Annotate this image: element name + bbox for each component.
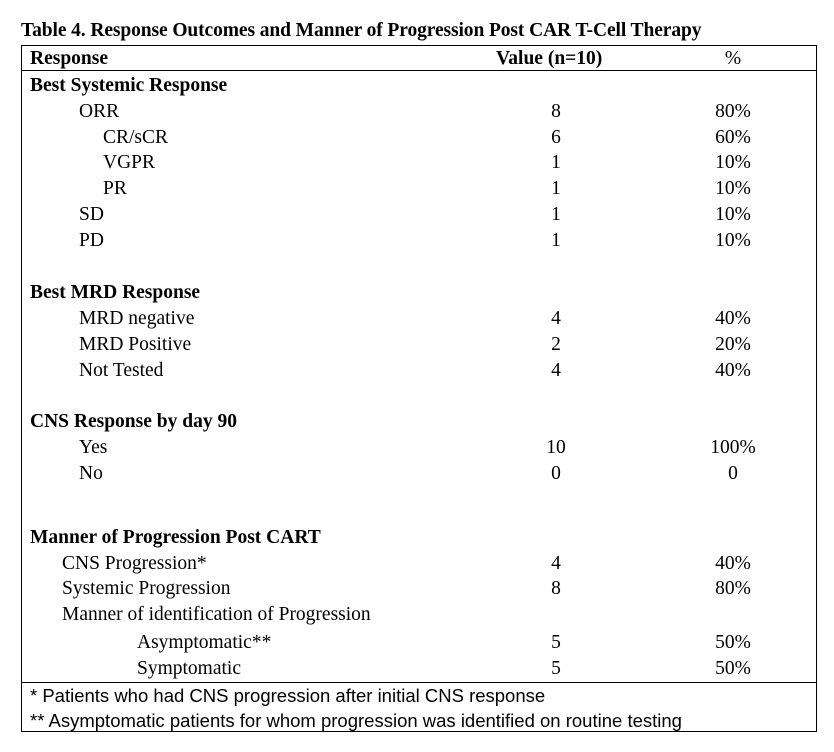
row-value: 4 xyxy=(551,360,561,381)
row-pct: 40% xyxy=(715,360,751,381)
row-value: 8 xyxy=(551,578,561,599)
footnote: * Patients who had CNS progression after initial CNS response xyxy=(30,685,546,706)
row-value: 1 xyxy=(551,178,561,199)
row-label: MRD negative xyxy=(79,308,195,329)
section-title-progression: Manner of Progression Post CART xyxy=(30,527,321,548)
row-pct: 0 xyxy=(728,463,738,484)
row-value: 0 xyxy=(551,463,561,484)
row-pct: 50% xyxy=(715,632,751,653)
row-value: 6 xyxy=(551,127,561,148)
row-pct: 10% xyxy=(715,204,751,225)
row-label: CR/sCR xyxy=(103,127,169,148)
results-table xyxy=(21,45,817,732)
row-label: CNS Progression* xyxy=(62,553,207,574)
row-pct: 40% xyxy=(715,553,751,574)
row-pct: 10% xyxy=(715,230,751,251)
row-pct: 10% xyxy=(715,178,751,199)
section-title-cns: CNS Response by day 90 xyxy=(30,411,237,432)
row-value: 2 xyxy=(551,334,561,355)
row-label: ORR xyxy=(79,101,120,122)
section-title-mrd: Best MRD Response xyxy=(30,282,201,303)
row-pct: 100% xyxy=(710,437,756,458)
table-caption: Table 4. Response Outcomes and Manner of Progression Post CAR T-Cell Therapy xyxy=(21,20,702,41)
row-value: 1 xyxy=(551,230,561,251)
row-label: SD xyxy=(79,204,104,225)
row-label: PR xyxy=(103,178,127,199)
section-title-systemic: Best Systemic Response xyxy=(30,75,228,96)
row-label: Systemic Progression xyxy=(62,578,231,599)
row-label: Asymptomatic** xyxy=(137,632,272,653)
row-label: VGPR xyxy=(103,152,156,173)
row-value: 1 xyxy=(551,204,561,225)
col-header-value: Value (n=10) xyxy=(496,48,603,69)
row-value: 4 xyxy=(551,553,561,574)
footnote: ** Asymptomatic patients for whom progression was identified on routine testing xyxy=(30,710,682,731)
row-label: Symptomatic xyxy=(137,658,241,679)
row-pct: 60% xyxy=(715,127,751,148)
row-label: Not Tested xyxy=(79,360,164,381)
row-pct: 40% xyxy=(715,308,751,329)
row-label: MRD Positive xyxy=(79,334,192,355)
row-pct: 20% xyxy=(715,334,751,355)
row-label: Manner of identification of Progression xyxy=(62,604,371,625)
row-label: No xyxy=(79,463,103,484)
row-value: 5 xyxy=(551,658,561,679)
row-label: PD xyxy=(79,230,104,251)
row-pct: 80% xyxy=(715,101,751,122)
col-header-response: Response xyxy=(30,48,109,69)
row-value: 8 xyxy=(551,101,561,122)
row-value: 5 xyxy=(551,632,561,653)
row-pct: 80% xyxy=(715,578,751,599)
row-value: 1 xyxy=(551,152,561,173)
row-pct: 10% xyxy=(715,152,751,173)
row-value: 10 xyxy=(546,437,566,458)
row-value: 4 xyxy=(551,308,561,329)
col-header-pct: % xyxy=(724,48,742,69)
row-pct: 50% xyxy=(715,658,751,679)
row-label: Yes xyxy=(79,437,108,458)
